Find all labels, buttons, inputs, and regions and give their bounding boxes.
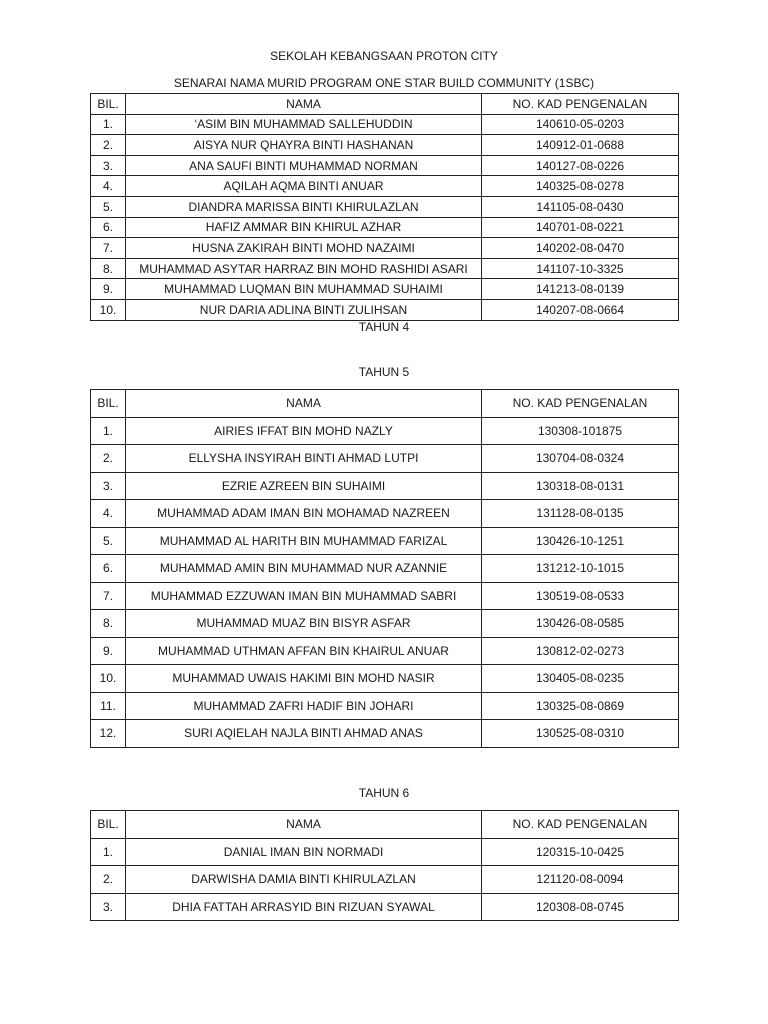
row-number: 5. xyxy=(91,527,126,555)
student-name: MUHAMMAD LUQMAN BIN MUHAMMAD SUHAIMI xyxy=(126,279,482,300)
ic-number: 130519-08-0533 xyxy=(482,582,679,610)
table-row xyxy=(91,582,679,610)
student-name: HAFIZ AMMAR BIN KHIRUL AZHAR xyxy=(126,217,482,238)
table-row xyxy=(91,135,679,156)
student-name: MUHAMMAD MUAZ BIN BISYR ASFAR xyxy=(126,610,482,638)
row-number: 5. xyxy=(91,196,126,217)
student-table-tahun-4 xyxy=(90,93,679,321)
table-row xyxy=(91,838,679,866)
table-header-row xyxy=(91,94,679,115)
ic-number: 130308-101875 xyxy=(482,417,679,445)
table-row xyxy=(91,866,679,894)
table-row xyxy=(91,720,679,748)
row-number: 7. xyxy=(91,582,126,610)
ic-number: 130704-08-0324 xyxy=(482,445,679,473)
section-label-tahun-5: TAHUN 5 xyxy=(358,365,410,379)
table-row xyxy=(91,176,679,197)
row-number: 6. xyxy=(91,217,126,238)
table-header-row xyxy=(91,390,679,418)
student-name: AIRIES IFFAT BIN MOHD NAZLY xyxy=(126,417,482,445)
row-number: 9. xyxy=(91,279,126,300)
table-row xyxy=(91,893,679,921)
table-row xyxy=(91,196,679,217)
ic-number: 140202-08-0470 xyxy=(482,238,679,259)
table-row xyxy=(91,299,679,320)
header-nama: NAMA xyxy=(126,811,482,839)
ic-number: 140325-08-0278 xyxy=(482,176,679,197)
ic-number: 120308-08-0745 xyxy=(482,893,679,921)
ic-number: 140912-01-0688 xyxy=(482,135,679,156)
student-name: DANIAL IMAN BIN NORMADI xyxy=(126,838,482,866)
student-name: SURI AQIELAH NAJLA BINTI AHMAD ANAS xyxy=(126,720,482,748)
ic-number: 121120-08-0094 xyxy=(482,866,679,894)
header-bil: BIL. xyxy=(91,94,126,115)
header-bil: BIL. xyxy=(91,811,126,839)
ic-number: 141107-10-3325 xyxy=(482,258,679,279)
ic-number: 120315-10-0425 xyxy=(482,838,679,866)
document-title: SENARAI NAMA MURID PROGRAM ONE STAR BUILD COMMUNITY (1SBC) xyxy=(173,76,595,90)
row-number: 2. xyxy=(91,445,126,473)
row-number: 2. xyxy=(91,135,126,156)
student-name: MUHAMMAD EZZUWAN IMAN BIN MUHAMMAD SABRI xyxy=(126,582,482,610)
row-number: 4. xyxy=(91,500,126,528)
row-number: 1. xyxy=(91,838,126,866)
row-number: 3. xyxy=(91,472,126,500)
table-row xyxy=(91,610,679,638)
row-number: 3. xyxy=(91,155,126,176)
ic-number: 141105-08-0430 xyxy=(482,196,679,217)
ic-number: 140701-08-0221 xyxy=(482,217,679,238)
ic-number: 130405-08-0235 xyxy=(482,665,679,693)
table-row xyxy=(91,555,679,583)
student-name: MUHAMMAD UWAIS HAKIMI BIN MOHD NASIR xyxy=(126,665,482,693)
table-header-row xyxy=(91,811,679,839)
row-number: 9. xyxy=(91,637,126,665)
student-table-tahun-6 xyxy=(90,810,679,921)
table-row xyxy=(91,692,679,720)
table-row xyxy=(91,472,679,500)
row-number: 12. xyxy=(91,720,126,748)
student-name: DHIA FATTAH ARRASYID BIN RIZUAN SYAWAL xyxy=(126,893,482,921)
table-row xyxy=(91,417,679,445)
row-number: 2. xyxy=(91,866,126,894)
student-name: MUHAMMAD UTHMAN AFFAN BIN KHAIRUL ANUAR xyxy=(126,637,482,665)
table-row xyxy=(91,258,679,279)
student-name: MUHAMMAD ZAFRI HADIF BIN JOHARI xyxy=(126,692,482,720)
ic-number: 130525-08-0310 xyxy=(482,720,679,748)
table-row xyxy=(91,500,679,528)
row-number: 3. xyxy=(91,893,126,921)
header-nama: NAMA xyxy=(126,94,482,115)
ic-number: 140610-05-0203 xyxy=(482,114,679,135)
student-name: HUSNA ZAKIRAH BINTI MOHD NAZAIMI xyxy=(126,238,482,259)
ic-number: 141213-08-0139 xyxy=(482,279,679,300)
ic-number: 130318-08-0131 xyxy=(482,472,679,500)
header-nama: NAMA xyxy=(126,390,482,418)
table-row xyxy=(91,527,679,555)
student-name: ELLYSHA INSYIRAH BINTI AHMAD LUTPI xyxy=(126,445,482,473)
ic-number: 140127-08-0226 xyxy=(482,155,679,176)
ic-number: 130812-02-0273 xyxy=(482,637,679,665)
row-number: 6. xyxy=(91,555,126,583)
table-row xyxy=(91,279,679,300)
header-bil: BIL. xyxy=(91,390,126,418)
table-row xyxy=(91,238,679,259)
row-number: 7. xyxy=(91,238,126,259)
table-row xyxy=(91,155,679,176)
row-number: 4. xyxy=(91,176,126,197)
table-row xyxy=(91,665,679,693)
student-name: MUHAMMAD AMIN BIN MUHAMMAD NUR AZANNIE xyxy=(126,555,482,583)
student-name: MUHAMMAD AL HARITH BIN MUHAMMAD FARIZAL xyxy=(126,527,482,555)
row-number: 1. xyxy=(91,417,126,445)
student-name: DIANDRA MARISSA BINTI KHIRULAZLAN xyxy=(126,196,482,217)
student-name: DARWISHA DAMIA BINTI KHIRULAZLAN xyxy=(126,866,482,894)
header-kad-pengenalan: NO. KAD PENGENALAN xyxy=(482,390,679,418)
student-name: AQILAH AQMA BINTI ANUAR xyxy=(126,176,482,197)
section-label-tahun-4: TAHUN 4 xyxy=(358,320,410,334)
student-name: ‘ASIM BIN MUHAMMAD SALLEHUDDIN xyxy=(126,114,482,135)
row-number: 8. xyxy=(91,610,126,638)
row-number: 10. xyxy=(91,665,126,693)
student-name: NUR DARIA ADLINA BINTI ZULIHSAN xyxy=(126,299,482,320)
student-name: MUHAMMAD ASYTAR HARRAZ BIN MOHD RASHIDI ASARI xyxy=(126,258,482,279)
ic-number: 130325-08-0869 xyxy=(482,692,679,720)
ic-number: 131212-10-1015 xyxy=(482,555,679,583)
student-name: ANA SAUFI BINTI MUHAMMAD NORMAN xyxy=(126,155,482,176)
ic-number: 130426-10-1251 xyxy=(482,527,679,555)
table-row xyxy=(91,637,679,665)
row-number: 10. xyxy=(91,299,126,320)
student-name: EZRIE AZREEN BIN SUHAIMI xyxy=(126,472,482,500)
row-number: 8. xyxy=(91,258,126,279)
header-kad-pengenalan: NO. KAD PENGENALAN xyxy=(482,94,679,115)
row-number: 11. xyxy=(91,692,126,720)
table-row xyxy=(91,445,679,473)
table-row xyxy=(91,114,679,135)
school-name: SEKOLAH KEBANGSAAN PROTON CITY xyxy=(270,49,498,63)
row-number: 1. xyxy=(91,114,126,135)
ic-number: 140207-08-0664 xyxy=(482,299,679,320)
student-name: AISYA NUR QHAYRA BINTI HASHANAN xyxy=(126,135,482,156)
table-row xyxy=(91,217,679,238)
header-kad-pengenalan: NO. KAD PENGENALAN xyxy=(482,811,679,839)
student-table-tahun-5 xyxy=(90,389,679,748)
section-label-tahun-6: TAHUN 6 xyxy=(358,786,410,800)
ic-number: 130426-08-0585 xyxy=(482,610,679,638)
ic-number: 131128-08-0135 xyxy=(482,500,679,528)
student-name: MUHAMMAD ADAM IMAN BIN MOHAMAD NAZREEN xyxy=(126,500,482,528)
